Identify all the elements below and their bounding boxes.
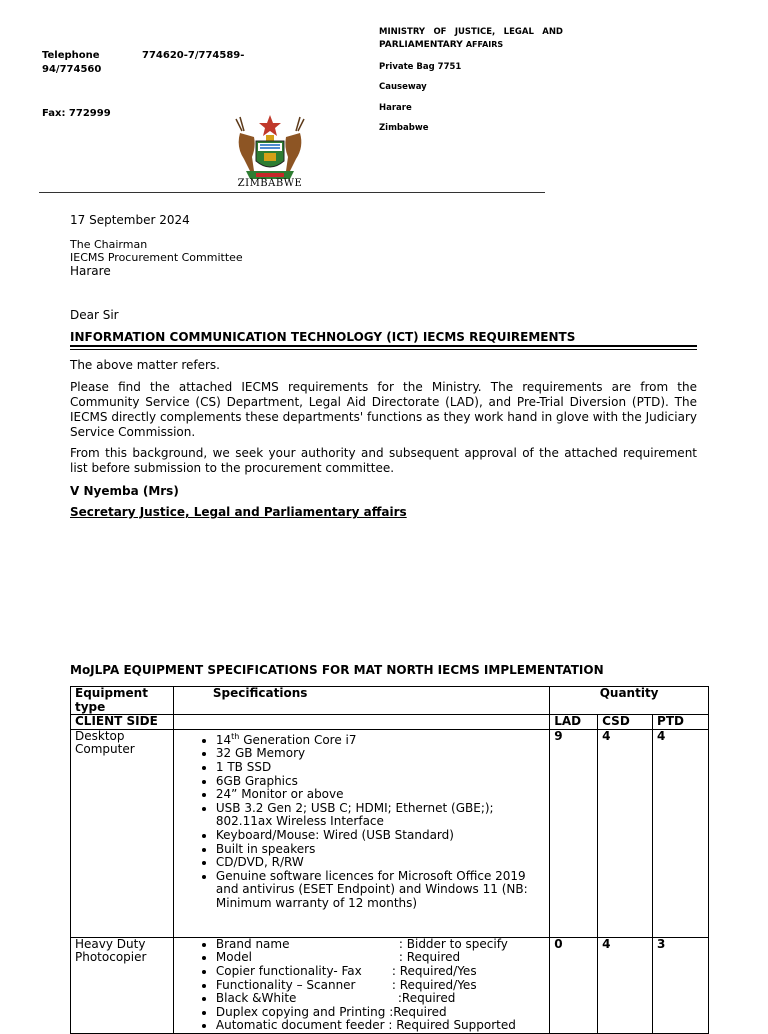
list-item: • Model : Required [216, 951, 545, 965]
spec-list [178, 938, 545, 1033]
coat-of-arms-icon [226, 113, 314, 181]
list-item: • Built in speakers [216, 843, 545, 857]
list-item: • Keyboard/Mouse: Wired (USB Standard) [216, 829, 545, 843]
address-line-1: Private Bag 7751 [379, 62, 462, 72]
table-row [71, 729, 709, 937]
equipment-specs [173, 729, 549, 937]
table-row [71, 937, 709, 1033]
letter-subject: INFORMATION COMMUNICATION TECHNOLOGY (ICT) IECMS REQUIREMENTS [70, 330, 576, 344]
ministry-name-line2a: PARLIAMENTARY [379, 40, 463, 50]
col-quantity-header: Quantity [550, 687, 709, 715]
qty-lad: 9 [550, 729, 598, 937]
ministry-name-line2b: AFFAIRS [465, 40, 504, 49]
list-item: • Genuine software licences for Microsoft Office 2019 and antivirus (ESET Endpoint) and Windows 11 (NB: Minimum warranty of 12 months) [216, 870, 545, 911]
fax-number: Fax: 772999 [42, 108, 111, 119]
paragraph-2: Please find the attached IECMS requirements for the Ministry. The requirements are from the Community Service (CS) Department, Legal Aid Directorate (LAD), and Pre-Trial Diversion (PTD). The IECMS directly complements these departments' functions as they work hand in glove with the Judiciary Service Commission. [70, 380, 697, 439]
client-side-spec-empty [173, 715, 549, 730]
col-lad-header: LAD [550, 715, 598, 730]
spec-table [70, 686, 709, 1034]
subject-underline-thin [70, 349, 697, 350]
list-item: • 1 TB SSD [216, 761, 545, 775]
address-line-3: Harare [379, 103, 412, 113]
list-item: • Functionality – Scanner : Required/Yes [216, 979, 545, 993]
list-item: • 6GB Graphics [216, 775, 545, 789]
equipment-name: Heavy Duty Photocopier [71, 937, 174, 1033]
letterhead-divider [39, 192, 545, 193]
telephone-value: 774620-7/774589- [142, 50, 245, 61]
letter-date: 17 September 2024 [70, 213, 190, 227]
recipient-line-3: Harare [70, 264, 111, 278]
recipient-line-2: IECMS Procurement Committee [70, 251, 243, 264]
col-equipment-header: Equipment type [71, 687, 174, 715]
qty-csd: 4 [598, 729, 653, 937]
spec-subheader-row [71, 715, 709, 730]
list-item: • Copier functionality- Fax : Required/Yes [216, 965, 545, 979]
spec-list [178, 730, 545, 911]
spec-heading: MoJLPA EQUIPMENT SPECIFICATIONS FOR MAT NORTH IECMS IMPLEMENTATION [70, 663, 604, 677]
subject-underline [70, 345, 697, 347]
list-item: • 14th Generation Core i7 [216, 730, 545, 748]
client-side-label: CLIENT SIDE [71, 715, 174, 730]
salutation: Dear Sir [70, 308, 119, 322]
col-ptd-header: PTD [653, 715, 709, 730]
equipment-name: Desktop Computer [71, 729, 174, 937]
list-item: • Brand name : Bidder to specify [216, 938, 545, 952]
signatory-title: Secretary Justice, Legal and Parliamentary affairs [70, 505, 407, 519]
list-item: • USB 3.2 Gen 2; USB C; HDMI; Ethernet (GBE;); 802.11ax Wireless Interface [216, 802, 545, 829]
col-specs-header: Specifications [173, 687, 549, 715]
list-item: • Duplex copying and Printing :Required [216, 1006, 545, 1020]
list-item: • 24” Monitor or above [216, 788, 545, 802]
paragraph-1: The above matter refers. [70, 358, 220, 372]
qty-ptd: 4 [653, 729, 709, 937]
list-item: • Black &White :Required [216, 992, 545, 1006]
coat-of-arms-caption: ZIMBABWE [237, 178, 303, 189]
coat-of-arms [226, 113, 314, 193]
equipment-specs [173, 937, 549, 1033]
ministry-name-line1: MINISTRY OF JUSTICE, LEGAL AND [379, 27, 563, 37]
list-item: • 32 GB Memory [216, 747, 545, 761]
telephone-continued: 94/774560 [42, 64, 102, 75]
paragraph-3: From this background, we seek your authority and subsequent approval of the attached requirement list before submission to the procurement committee. [70, 446, 697, 475]
col-csd-header: CSD [598, 715, 653, 730]
ministry-name-line2 [379, 40, 503, 50]
qty-lad: 0 [550, 937, 598, 1033]
recipient-line-1: The Chairman [70, 238, 148, 251]
qty-ptd: 3 [653, 937, 709, 1033]
signatory-name: V Nyemba (Mrs) [70, 484, 179, 498]
address-line-2: Causeway [379, 82, 427, 92]
spec-header-row [71, 687, 709, 715]
qty-csd: 4 [598, 937, 653, 1033]
list-item: • CD/DVD, R/RW [216, 856, 545, 870]
list-item: • Automatic document feeder : Required Supported [216, 1019, 545, 1033]
address-line-4: Zimbabwe [379, 123, 429, 133]
telephone-label: Telephone [42, 50, 100, 61]
